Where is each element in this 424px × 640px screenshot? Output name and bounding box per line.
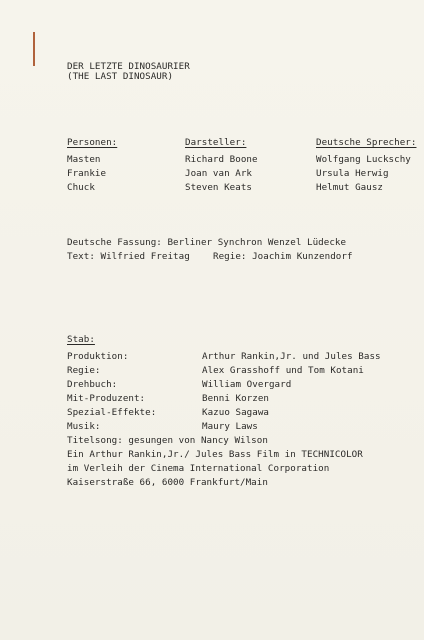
crew-value: Maury Laws (202, 421, 258, 432)
cast-header-roles: Personen: (67, 137, 118, 148)
crew-value: Benni Korzen (202, 393, 269, 404)
dubbing-direction: Regie: Joachim Kunzendorf (213, 251, 353, 262)
crew-value: Arthur Rankin,Jr. und Jules Bass (202, 351, 381, 362)
dubbing-text: Text: Wilfried Freitag (67, 251, 190, 262)
title-english: (THE LAST DINOSAUR) (67, 71, 174, 82)
crew-label: Drehbuch: (67, 379, 118, 390)
cast-actor: Richard Boone (185, 154, 258, 165)
crew-value: Alex Grasshoff und Tom Kotani (202, 365, 364, 376)
margin-mark (33, 32, 35, 66)
title-german: DER LETZTE DINOSAURIER (67, 61, 190, 72)
crew-label: Produktion: (67, 351, 129, 362)
crew-label: Regie: (67, 365, 101, 376)
crew-label: Musik: (67, 421, 101, 432)
cast-actor: Joan van Ark (185, 168, 252, 179)
crew-label: Spezial-Effekte: (67, 407, 157, 418)
cast-header-actors: Darsteller: (185, 137, 247, 148)
cast-header-voices: Deutsche Sprecher: (316, 137, 417, 148)
cast-voice: Wolfgang Luckschy (316, 154, 411, 165)
crew-value: William Overgard (202, 379, 292, 390)
crew-header: Stab: (67, 334, 95, 345)
crew-footer-line: Ein Arthur Rankin,Jr./ Jules Bass Film in TECHNICOLOR (67, 449, 363, 460)
crew-footer-line: Kaiserstraße 66, 6000 Frankfurt/Main (67, 477, 268, 488)
cast-voice: Helmut Gausz (316, 182, 383, 193)
crew-footer-line: im Verleih der Cinema International Corporation (67, 463, 330, 474)
cast-role: Chuck (67, 182, 95, 193)
crew-label: Mit-Produzent: (67, 393, 146, 404)
dubbing-version: Deutsche Fassung: Berliner Synchron Wenzel Lüdecke (67, 237, 347, 248)
crew-value: Kazuo Sagawa (202, 407, 269, 418)
cast-role: Masten (67, 154, 101, 165)
cast-voice: Ursula Herwig (316, 168, 389, 179)
cast-role: Frankie (67, 168, 107, 179)
crew-title-song: Titelsong: gesungen von Nancy Wilson (67, 435, 268, 446)
cast-actor: Steven Keats (185, 182, 252, 193)
